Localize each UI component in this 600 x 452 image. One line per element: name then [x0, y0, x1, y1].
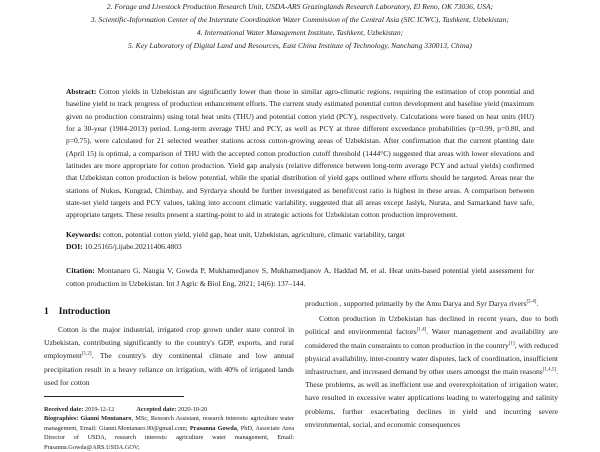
keywords-text: cotton, potential cotton yield, yield gap, heat unit, Uzbekistan, agriculture, climatic variability, target: [101, 230, 405, 239]
citation-ref[interactable]: [1]: [508, 341, 515, 347]
abstract-label: Abstract:: [66, 87, 97, 96]
footnote-biographies: [44, 414, 294, 452]
affiliation-2: 2. Forage and Livestock Production Research Unit, USDA-ARS Grazinglands Research Laboratory, El Reno, OK 73036, USA;: [106, 2, 494, 11]
doi: [66, 241, 534, 253]
citation-ref[interactable]: [1,4,5]: [542, 367, 557, 373]
paragraph-text: production , supported primarily by the Amu Darya and Syr Darya rivers: [305, 299, 527, 308]
paragraph-text: Cotton production in Uzbekistan has declined in recent years, due to both political and environmental factors: [305, 314, 558, 337]
paragraph-text: Cotton is the major industrial, irrigated crop grown under state control in Uzbekistan, contributing significantly to the country's GDP, exports, and rural employment: [44, 325, 294, 361]
bio-text: , PhD, Associate Area Director of USDA, research interests: agriculture water management, Email: Prasanna.Gowda@ARS.USDA.GOV;: [44, 424, 294, 451]
paragraph-text: , with reduced physical availability, inter-country water disputes, lack of coordination, insufficient infrastructure, and increased demand by other users amongst the main reasons: [305, 340, 558, 377]
biographies-label: Biographies:: [44, 415, 79, 422]
doi-label: DOI:: [66, 242, 83, 251]
citation: [66, 265, 534, 290]
doi-link[interactable]: 10.25165/j.ijabe.20211406.4803: [82, 242, 182, 251]
paragraph-text: . These problems, as well as inefficient use and overexploitation of irrigation water, have resulted in excessive water applications leading to waterlogging and salinity problems, further exacerbating declines in yield and incurring severe environmental, social, and economic consequences: [305, 367, 558, 429]
paragraph-text: . The country's dry continental climate and low annual precipitation result in a heavy reliance on irrigation, with 40% of irrigated lands used for cotton: [44, 351, 294, 387]
intro-paragraph-2: [305, 312, 558, 431]
section-heading: [44, 307, 110, 317]
affiliation-5: 5. Key Laboratory of Digital Land and Resources, East China Institute of Technology, Nanchang 330013, China): [128, 41, 472, 50]
affiliation-4: 4. International Water Management Institute, Tashkent, Uzbekistan;: [196, 28, 404, 37]
intro-paragraph-1: [44, 323, 294, 389]
bio-text: , MSc, Research Assistant, research interests: agriculture water management, Email: Gianni.Montanaro.90@gmail.com;: [44, 415, 294, 432]
citation-label: Citation:: [66, 266, 95, 275]
citation-ref[interactable]: [1,2]: [81, 351, 92, 357]
accepted-value: 2020-10-20: [176, 406, 208, 413]
accepted-label: Accepted date:: [136, 406, 177, 413]
intro-paragraph-1-cont: [305, 297, 558, 310]
right-column: [305, 297, 558, 431]
section-number: 1: [44, 307, 49, 317]
keywords: [66, 229, 534, 241]
received-label: Received date:: [44, 406, 84, 413]
left-column: [44, 323, 294, 389]
paragraph-text: .: [536, 299, 539, 308]
abstract-text: Cotton yields in Uzbekistan are significantly lower than those in similar agro-climatic regions, requiring the estimation of crop potential and baseline yield to track progress of production enhancement efforts. The current study estimated potential cotton development and baseline yield (maximum given no production constraints) using total heat units (THU) and potential cotton yield (PCY), respectively. Calculations were based on heat units (HU) for a 30-year (1984-2013) period. Long-term average THU and PCY, as well as PCY at three different exceedance probabilities (p=0.99, p=0.80, and p=0.75), were calculated for 21 selected weather stations across cotton-growing areas of Uzbekistan. After confirmation that the current planting date (April 15) is optimal, a comparison of THU with the accepted cotton production cutoff threshold (1444°C) suggested that areas with lower elevations and latitudes are more appropriate for cotton production. Yield gap analysis (relative difference between long-term average PCY and actual yields) confirmed that Uzbekistan cotton production is below potential, while the spatial distribution of yield gaps outlined where efforts should be targeted. Areas near the stations of Nukus, Kungrad, Chimbay, and Syrdarya should be further investigated as benefit/cost ratio is highest in these areas. A comparison between state-set yield targets and PCY values, taking into account climatic variability, suggested that all areas except Jaslyk, Nurata, and Samarkand have safe, appropriate targets. These results present a starting-point to aid in strategic actions for Uzbekistan cotton production improvement.: [66, 87, 534, 220]
footnote-divider: [44, 396, 184, 397]
citation-ref[interactable]: [1,4]: [416, 327, 427, 333]
paragraph-text: . Water management and availability are considered the main constraints to cotton production in the country: [305, 327, 558, 350]
abstract: [66, 86, 534, 222]
affiliation-3: 3. Scientific-Information Center of the Interstate Coordination Water Commission of the Central Asia (SIC ICWC), Tashkent, Uzbekistan;: [90, 15, 510, 24]
section-title: Introduction: [58, 307, 111, 317]
bio-name: Gianni Montanaro: [78, 415, 132, 422]
keywords-label: Keywords:: [66, 230, 101, 239]
citation-ref[interactable]: [2-4]: [526, 299, 537, 305]
citation-text: Montanaro G, Nangia V, Gowda P, Mukhamedjanov S, Mukhamedjanov A, Haddad M, et al. Heat units-based potential yield assessment for cotton production in Uzbekistan. Int J Agric & Biol Eng, 2021; 14(6): 137–144.: [66, 266, 534, 288]
received-value: 2019-12-12: [83, 406, 115, 413]
bio-name: Prasanna Gowda: [187, 424, 237, 432]
